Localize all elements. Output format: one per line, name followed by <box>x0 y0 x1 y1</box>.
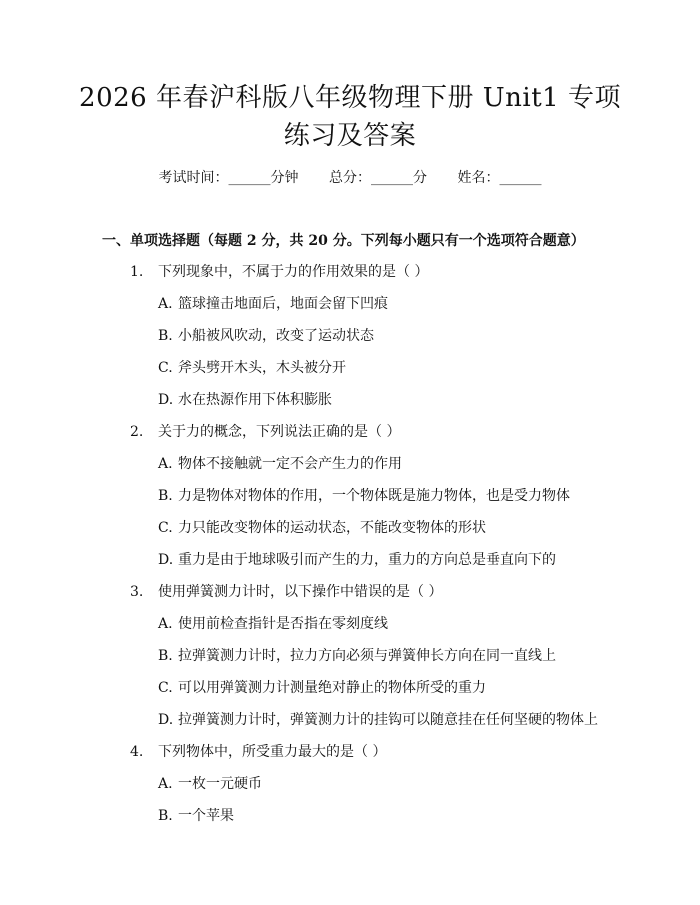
option-3b <box>158 646 556 666</box>
option-text: 力是物体对物体的作用，一个物体既是施力物体，也是受力物体 <box>178 488 570 504</box>
question-number: 3. <box>130 584 144 600</box>
option-1c <box>158 358 346 378</box>
option-1d <box>158 390 332 410</box>
option-key: B. <box>158 648 173 664</box>
option-key: A. <box>158 456 173 472</box>
option-text: 一枚一元硬币 <box>178 776 262 792</box>
option-key: A. <box>158 296 173 312</box>
question-text: 下列现象中，不属于力的作用效果的是（ ） <box>158 264 429 280</box>
question-number: 1. <box>130 264 144 280</box>
option-text: 重力是由于地球吸引而产生的力，重力的方向总是垂直向下的 <box>178 552 556 568</box>
option-text: 拉弹簧测力计时，弹簧测力计的挂钩可以随意挂在任何坚硬的物体上 <box>178 712 598 728</box>
option-4b <box>158 806 234 826</box>
question-text: 下列物体中，所受重力最大的是（ ） <box>158 744 387 760</box>
option-text: 可以用弹簧测力计测量绝对静止的物体所受的重力 <box>178 680 486 696</box>
option-2d <box>158 550 556 570</box>
option-text: 一个苹果 <box>178 808 234 824</box>
option-key: C. <box>158 360 173 376</box>
option-text: 力只能改变物体的运动状态，不能改变物体的形状 <box>178 520 486 536</box>
question-text: 关于力的概念，下列说法正确的是（ ） <box>158 424 401 440</box>
option-text: 斧头劈开木头，木头被分开 <box>178 360 346 376</box>
option-text: 使用前检查指针是否指在零刻度线 <box>178 616 388 632</box>
option-key: B. <box>158 808 173 824</box>
option-4a <box>158 774 262 794</box>
option-text: 水在热源作用下体积膨胀 <box>178 392 332 408</box>
document-title-line-1: 2026 年春沪科版八年级物理下册 Unit1 专项 <box>79 83 621 113</box>
option-key: D. <box>158 712 174 728</box>
option-key: C. <box>158 520 173 536</box>
option-key: C. <box>158 680 173 696</box>
exam-info-line <box>0 168 700 188</box>
option-key: A. <box>158 616 173 632</box>
question-2 <box>130 422 400 442</box>
option-key: D. <box>158 392 174 408</box>
option-1b <box>158 326 374 346</box>
question-1 <box>130 262 428 282</box>
option-key: B. <box>158 328 173 344</box>
question-number: 4. <box>130 744 144 760</box>
document-title-line-2: 练习及答案 <box>283 121 417 151</box>
option-text: 篮球撞击地面后，地面会留下凹痕 <box>178 296 388 312</box>
question-3 <box>130 582 442 602</box>
option-3c <box>158 678 486 698</box>
total-score-field: 总分：______分 <box>329 170 427 186</box>
option-key: D. <box>158 552 174 568</box>
option-2a <box>158 454 402 474</box>
question-text: 使用弹簧测力计时，以下操作中错误的是（ ） <box>158 584 443 600</box>
option-3a <box>158 614 388 634</box>
exam-time-field: 考试时间：______分钟 <box>158 170 299 186</box>
section-heading: 一、单项选择题（每题 2 分，共 20 分。下列每小题只有一个选项符合题意） <box>102 233 585 249</box>
question-number: 2. <box>130 424 144 440</box>
option-2c <box>158 518 486 538</box>
option-2b <box>158 486 570 506</box>
option-key: A. <box>158 776 173 792</box>
option-key: B. <box>158 488 173 504</box>
option-text: 小船被风吹动，改变了运动状态 <box>178 328 374 344</box>
option-text: 物体不接触就一定不会产生力的作用 <box>178 456 402 472</box>
option-3d <box>158 710 598 730</box>
student-name-field: 姓名：______ <box>457 170 542 186</box>
option-1a <box>158 294 388 314</box>
question-4 <box>130 742 386 762</box>
option-text: 拉弹簧测力计时，拉力方向必须与弹簧伸长方向在同一直线上 <box>178 648 556 664</box>
